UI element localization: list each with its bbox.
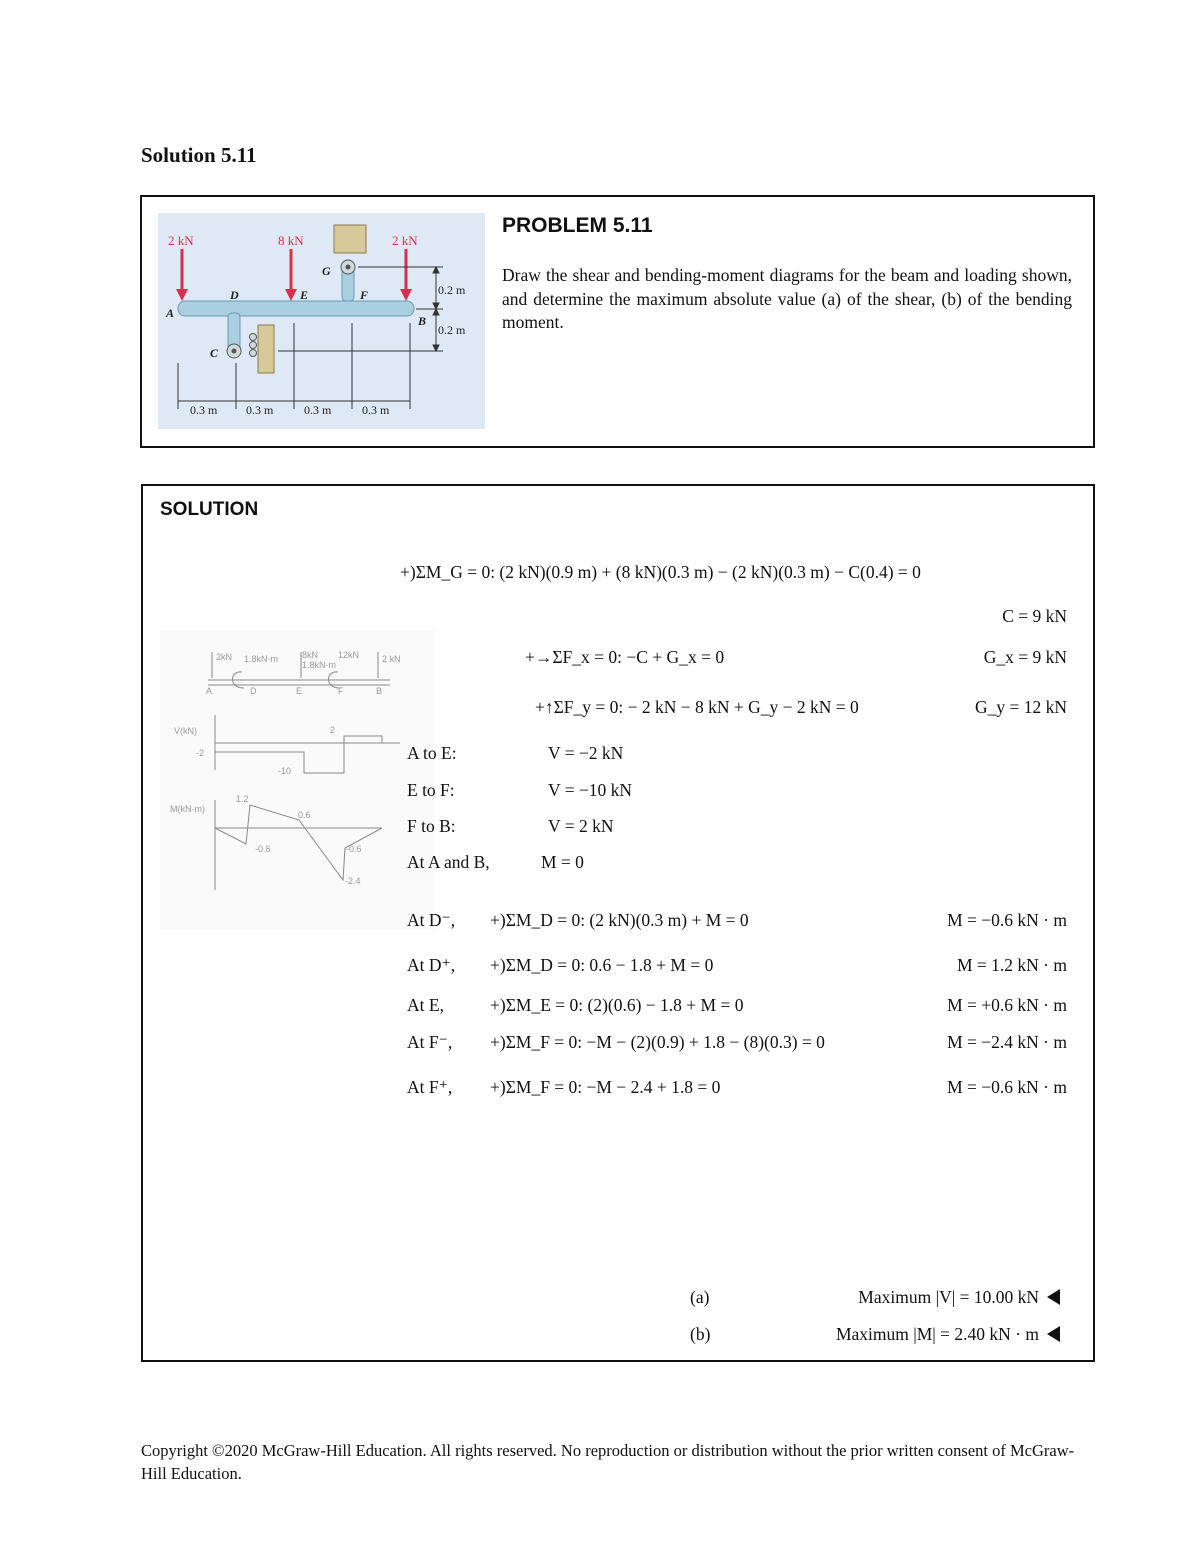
moment-result: M = −0.6 kN · m xyxy=(947,910,1067,930)
svg-text:G: G xyxy=(322,264,331,278)
shear-segment: A to E: xyxy=(407,743,457,763)
shear-moment-sketch xyxy=(160,630,435,930)
svg-text:1.2: 1.2 xyxy=(236,794,249,804)
svg-text:B: B xyxy=(376,686,383,696)
svg-text:0.3 m: 0.3 m xyxy=(362,403,390,417)
shear-value: V = 2 kN xyxy=(548,816,614,836)
svg-text:-0.6: -0.6 xyxy=(346,844,362,854)
svg-text:8kN: 8kN xyxy=(302,650,319,660)
moment-equation: +)ΣM_F = 0: −M − 2.4 + 1.8 = 0 xyxy=(490,1077,721,1097)
svg-text:E: E xyxy=(296,686,303,696)
svg-text:-2.4: -2.4 xyxy=(345,876,361,886)
svg-text:F: F xyxy=(360,288,369,302)
svg-text:0.3 m: 0.3 m xyxy=(246,403,274,417)
copyright-footer: Copyright ©2020 McGraw-Hill Education. All rights reserved. No reproduction or distribution without the prior written consent of McGraw-Hill Education. xyxy=(141,1441,1075,1483)
moment-point: At D⁺, xyxy=(407,955,456,975)
svg-text:C: C xyxy=(210,346,219,360)
svg-text:0.2 m: 0.2 m xyxy=(438,323,466,337)
answer-a-label: (a) xyxy=(690,1287,710,1307)
moment-equation: +)ΣM_E = 0: (2)(0.6) − 1.8 + M = 0 xyxy=(490,995,744,1015)
svg-text:1.8kN·m: 1.8kN·m xyxy=(244,654,279,664)
shear-segment: F to B: xyxy=(407,816,456,836)
answer-a-text: Maximum |V| = 10.00 kN xyxy=(858,1287,1039,1307)
load-label-b: 2 kN xyxy=(392,233,418,248)
answer-b xyxy=(760,1324,1060,1345)
svg-text:1.8kN·m: 1.8kN·m xyxy=(302,660,337,670)
moment-result: M = 1.2 kN · m xyxy=(956,955,1067,975)
answer-b-label: (b) xyxy=(690,1324,711,1344)
moment-point: At F⁺, xyxy=(407,1077,453,1097)
svg-text:D: D xyxy=(230,288,239,302)
svg-text:A: A xyxy=(166,306,175,320)
svg-text:M(kN·m): M(kN·m) xyxy=(170,804,205,814)
answer-b-text: Maximum |M| = 2.40 kN · m xyxy=(835,1324,1039,1344)
moment-result: M = +0.6 kN · m xyxy=(947,995,1067,1015)
moment-result: M = −2.4 kN · m xyxy=(947,1032,1067,1052)
moment-point: At D⁻, xyxy=(407,910,456,930)
solution-title: SOLUTION xyxy=(160,499,259,520)
moment-ends-value: M = 0 xyxy=(541,852,584,872)
shear-value: V = −2 kN xyxy=(548,743,624,763)
svg-text:-0.6: -0.6 xyxy=(255,844,271,854)
svg-text:D: D xyxy=(250,686,257,696)
answer-a xyxy=(760,1287,1060,1308)
svg-text:0.6: 0.6 xyxy=(298,810,311,820)
svg-text:-10: -10 xyxy=(278,766,292,776)
svg-text:12kN: 12kN xyxy=(338,650,360,660)
svg-text:0.3 m: 0.3 m xyxy=(190,403,218,417)
problem-statement: Draw the shear and bending-moment diagrams for the beam and loading shown, and determine the maximum absolute value (a) of the shear, (b) of the bending moment. xyxy=(502,265,1072,332)
svg-text:F: F xyxy=(338,686,344,696)
beam-figure xyxy=(158,213,485,429)
result-c: C = 9 kN xyxy=(1002,606,1067,626)
svg-text:2 kN: 2 kN xyxy=(382,654,401,664)
shear-segment: E to F: xyxy=(407,780,455,800)
svg-text:0.2 m: 0.2 m xyxy=(438,283,466,297)
moment-point: At F⁻, xyxy=(407,1032,453,1052)
moment-equation: +)ΣM_D = 0: 0.6 − 1.8 + M = 0 xyxy=(490,955,714,975)
result-gy: G_y = 12 kN xyxy=(974,697,1067,717)
svg-text:0.3 m: 0.3 m xyxy=(304,403,332,417)
equation-moment-g: +)ΣM_G = 0: (2 kN)(0.9 m) + (8 kN)(0.3 m) − (2 kN)(0.3 m) − C(0.4) = 0 xyxy=(400,562,921,582)
svg-text:A: A xyxy=(206,686,213,696)
problem-title: PROBLEM 5.11 xyxy=(502,214,653,237)
moment-equation: +)ΣM_D = 0: (2 kN)(0.3 m) + M = 0 xyxy=(490,910,749,930)
shear-value: V = −10 kN xyxy=(548,780,633,800)
moment-point: At E, xyxy=(407,995,444,1015)
svg-text:2kN: 2kN xyxy=(216,652,233,662)
moment-equation: +)ΣM_F = 0: −M − (2)(0.9) + 1.8 − (8)(0.3) = 0 xyxy=(490,1032,825,1052)
equation-sum-fy: +↑ΣF_y = 0: − 2 kN − 8 kN + G_y − 2 kN = 0 xyxy=(535,697,859,717)
answer-marker-icon xyxy=(1047,1326,1060,1342)
svg-text:V(kN): V(kN) xyxy=(174,726,197,736)
answer-marker-icon xyxy=(1047,1289,1060,1305)
moment-result: M = −0.6 kN · m xyxy=(947,1077,1067,1097)
svg-text:-2: -2 xyxy=(196,748,205,758)
page-title: Solution 5.11 xyxy=(141,143,257,167)
svg-text:E: E xyxy=(300,288,309,302)
moment-ends-label: At A and B, xyxy=(407,852,490,872)
svg-text:2: 2 xyxy=(330,725,336,735)
equation-sum-fx: +→ΣF_x = 0: −C + G_x = 0 xyxy=(525,647,725,667)
result-gx: G_x = 9 kN xyxy=(983,647,1067,667)
svg-text:B: B xyxy=(418,314,427,328)
load-label-e: 8 kN xyxy=(278,233,304,248)
load-label-a: 2 kN xyxy=(168,233,194,248)
